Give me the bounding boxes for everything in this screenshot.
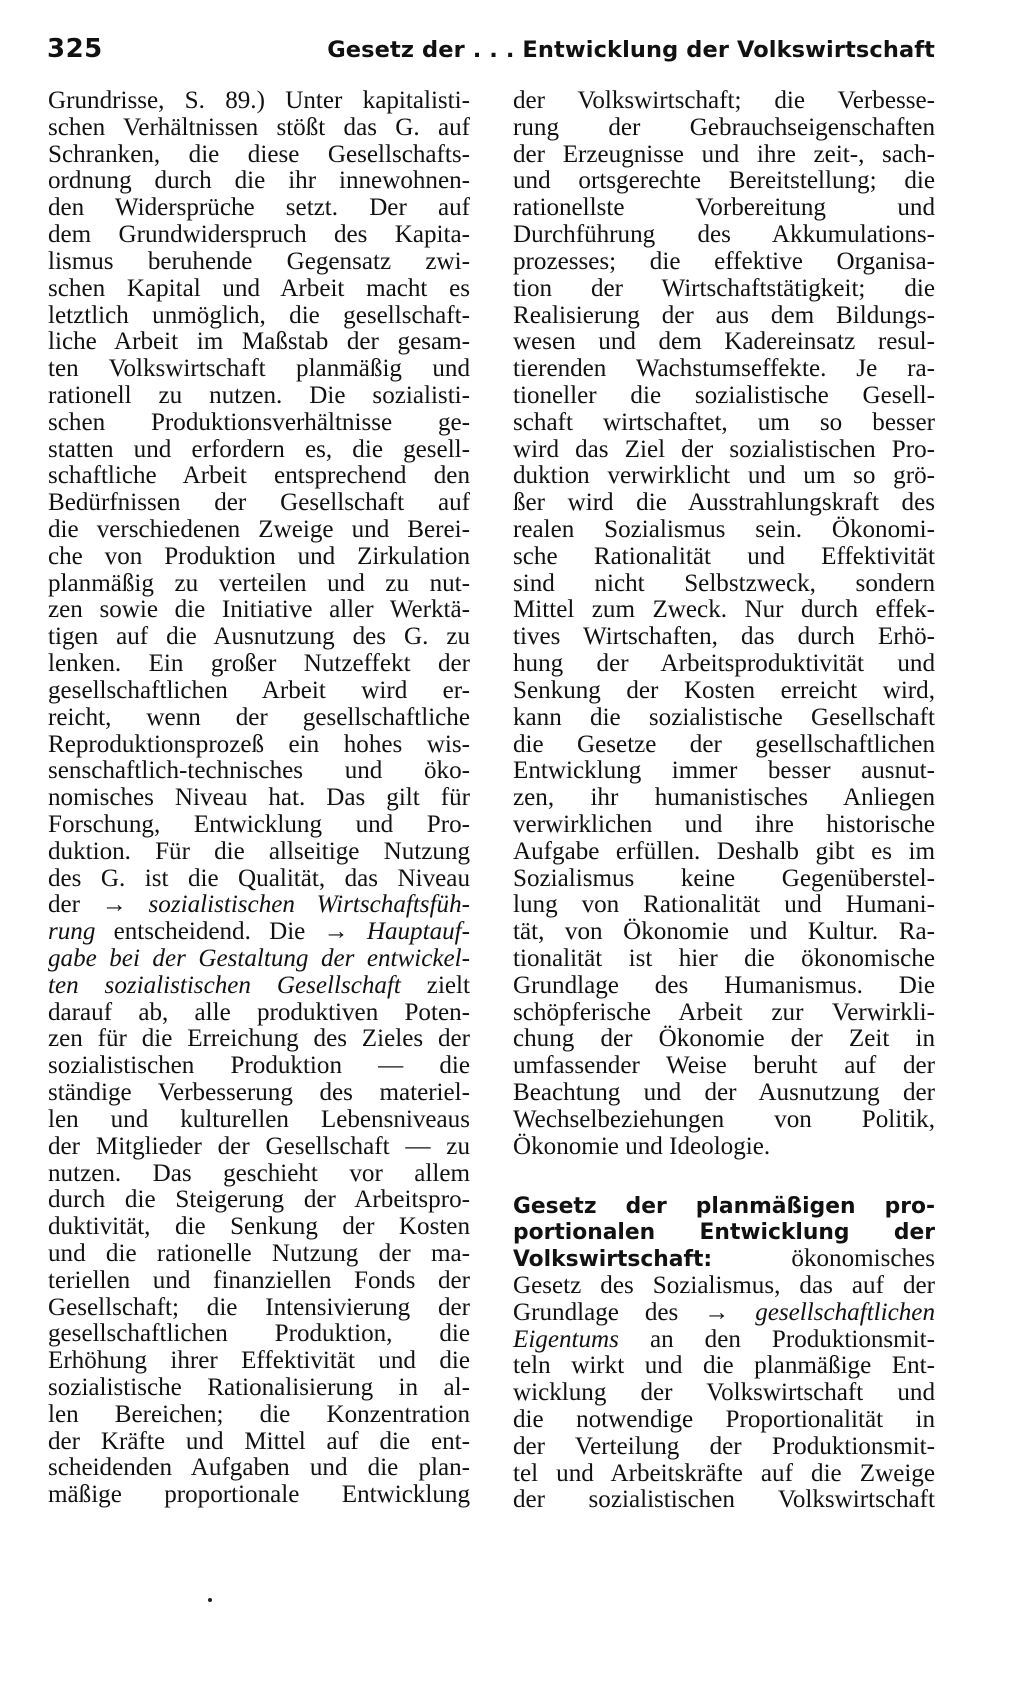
- text-line: [513, 624, 935, 651]
- text-line: [513, 892, 935, 919]
- page-header: [47, 34, 935, 74]
- text-line: [48, 517, 470, 544]
- text-run: ßer wird die Ausstrahlungskraft des: [513, 489, 935, 517]
- text-run: und die rationelle Nutzung der ma-: [48, 1239, 470, 1267]
- text-run: schaftliche Arbeit entsprechend den: [48, 462, 470, 490]
- text-run: nutzen. Das geschieht vor allem: [48, 1159, 470, 1187]
- text-line: [513, 812, 935, 839]
- text-run: Sozialismus keine Gegenüberstel-: [513, 864, 935, 892]
- text-line: [513, 946, 935, 973]
- text-line: [513, 222, 935, 249]
- text-run: mäßige proportionale Entwicklung: [48, 1481, 470, 1509]
- text-line: [513, 1353, 935, 1380]
- text-line: [48, 1348, 470, 1375]
- text-line: [48, 1214, 470, 1241]
- text-run: nomisches Niveau hat. Das gilt für: [48, 784, 470, 812]
- text-line: [513, 866, 935, 893]
- text-run: der Kräfte und Mittel auf die ent-: [48, 1427, 470, 1455]
- text-line: [513, 437, 935, 464]
- text-line: [48, 88, 470, 115]
- text-run: teln wirkt und die planmäßige Ent-: [513, 1352, 935, 1380]
- text-run: tion der Wirtschaftstätigkeit; die: [513, 274, 935, 302]
- text-line: [48, 1455, 470, 1482]
- text-line: [48, 973, 470, 1000]
- text-run: ständige Verbesserung des materiel-: [48, 1079, 470, 1107]
- text-run: wicklung der Volkswirtschaft und: [513, 1379, 935, 1407]
- entry-headword: portionalen Entwicklung der: [513, 1220, 935, 1246]
- text-line: [48, 303, 470, 330]
- text-line: [48, 1375, 470, 1402]
- text-line: [513, 1327, 935, 1354]
- text-run: der Erzeugnisse und ihre zeit-, sach-: [513, 140, 935, 168]
- text-run: senschaftlich-technisches und öko-: [48, 757, 470, 785]
- text-line: [48, 919, 470, 946]
- text-line: [48, 1080, 470, 1107]
- text-line: [48, 624, 470, 651]
- text-line: [48, 1053, 470, 1080]
- text-run: gesellschaftlichen Produktion, die: [48, 1320, 470, 1348]
- cross-reference: Eigentums: [513, 1325, 619, 1353]
- text-line: [513, 88, 935, 115]
- text-run: planmäßig zu verteilen und zu nut-: [48, 569, 470, 597]
- text-line: [48, 758, 470, 785]
- text-line: [513, 517, 935, 544]
- text-run: sozialistischen Produktion — die: [48, 1052, 470, 1080]
- text-run: teriellen und finanziellen Fonds der: [48, 1266, 470, 1294]
- text-run: tel und Arbeitskräfte auf die Zweige: [513, 1459, 935, 1487]
- text-line: [513, 973, 935, 1000]
- text-line: [48, 410, 470, 437]
- text-run: zielt: [400, 971, 471, 999]
- text-run: sozialistische Rationalisierung in al-: [48, 1374, 470, 1401]
- text-line: [48, 1187, 470, 1214]
- text-line: [48, 946, 470, 973]
- text-run: Schranken, die diese Gesellschafts-: [48, 140, 470, 168]
- text-line: [513, 544, 935, 571]
- text-line: [48, 544, 470, 571]
- text-run: die verschiedenen Zweige und Berei-: [48, 516, 470, 543]
- text-run: tioneller die sozialistische Gesell-: [513, 381, 935, 409]
- paragraph-gap: [513, 1161, 935, 1193]
- text-line: [48, 383, 470, 410]
- cross-reference: sozialistischen Wirtschaftsfüh-: [148, 891, 470, 919]
- text-line: [48, 356, 470, 383]
- text-run: lung von Rationalität und Humani-: [513, 891, 935, 919]
- text-run: Wechselbeziehungen von Politik,: [513, 1105, 935, 1133]
- text-run: kann die sozialistische Gesellschaft: [513, 703, 935, 731]
- text-line: [513, 1487, 935, 1514]
- text-run: umfassender Weise beruht auf der: [513, 1052, 935, 1080]
- text-line: [513, 142, 935, 169]
- text-run: hung der Arbeitsproduktivität und: [513, 650, 935, 678]
- text-run: schöpferische Arbeit zur Verwirkli-: [513, 998, 935, 1026]
- text-line: [513, 758, 935, 785]
- text-run: tives Wirtschaften, das durch Erhö-: [513, 623, 935, 651]
- entry-headword: Gesetz der planmäßigen pro-: [513, 1193, 935, 1219]
- text-run: sind nicht Selbstzweck, sondern: [513, 569, 935, 597]
- text-line: [513, 1107, 935, 1134]
- text-line: [48, 1429, 470, 1456]
- text-line: [513, 678, 935, 705]
- text-line: [513, 1273, 935, 1300]
- text-line: [48, 1000, 470, 1027]
- text-run: che von Produktion und Zirkulation: [48, 542, 470, 570]
- text-run: Grundlage des Humanismus. Die: [513, 971, 935, 999]
- text-run: Entwicklung immer besser ausnut-: [513, 757, 935, 785]
- text-line: [513, 785, 935, 812]
- text-line: [513, 1380, 935, 1407]
- text-line: [48, 651, 470, 678]
- text-line: [513, 1000, 935, 1027]
- text-run: des G. ist die Qualität, das Niveau: [48, 864, 470, 892]
- text-run: len Bereichen; die Konzentration: [48, 1400, 470, 1428]
- text-run: zen für die Erreichung des Zieles der: [48, 1025, 470, 1053]
- text-line: [513, 1053, 935, 1080]
- text-run: schen Kapital und Arbeit macht es: [48, 274, 470, 302]
- text-run: duktion verwirklicht und um so grö-: [513, 462, 935, 490]
- text-run: darauf ab, alle produktiven Poten-: [48, 998, 470, 1026]
- text-line: [513, 1434, 935, 1461]
- text-run: rationellste Vorbereitung und: [513, 194, 935, 222]
- text-line: [48, 1268, 470, 1295]
- text-line: [48, 785, 470, 812]
- text-line: [513, 1134, 935, 1161]
- text-run: verwirklichen und ihre historische: [513, 810, 935, 838]
- text-run: Gesetz des Sozialismus, das auf der: [513, 1271, 935, 1299]
- text-line: [48, 490, 470, 517]
- text-run: chung der Ökonomie der Zeit in: [513, 1025, 935, 1053]
- text-run: Ökonomie und Ideologie.: [513, 1132, 771, 1160]
- text-run: len und kulturellen Lebensniveaus: [48, 1105, 470, 1133]
- text-line: [513, 410, 935, 437]
- text-run: realen Sozialismus sein. Ökonomi-: [513, 516, 935, 543]
- text-run: die Gesetze der gesellschaftlichen: [513, 730, 935, 758]
- text-line: [513, 1080, 935, 1107]
- text-line: [513, 1407, 935, 1434]
- text-line: [513, 571, 935, 598]
- text-line: [513, 463, 935, 490]
- text-run: duktion. Für die allseitige Nutzung: [48, 837, 470, 865]
- text-run: Realisierung der aus dem Bildungs-: [513, 301, 935, 329]
- text-run: lismus beruhende Gegensatz zwi-: [48, 247, 470, 275]
- text-run: ökonomisches: [712, 1245, 935, 1273]
- text-line: [48, 1321, 470, 1348]
- text-run: tierenden Wachstumseffekte. Je ra-: [513, 355, 935, 383]
- text-line: [513, 919, 935, 946]
- text-line: [48, 571, 470, 598]
- text-line: [513, 732, 935, 759]
- text-line: [513, 356, 935, 383]
- text-run: ten Volkswirtschaft planmäßig und: [48, 355, 470, 383]
- text-run: statten und erfordern es, die gesell-: [48, 435, 470, 463]
- text-run: lenken. Ein großer Nutzeffekt der: [48, 650, 470, 678]
- text-run: Erhöhung ihrer Effektivität und die: [48, 1347, 470, 1375]
- text-run: die notwendige Proportionalität in: [513, 1406, 935, 1433]
- text-line: [513, 651, 935, 678]
- text-run: durch die Steigerung der Arbeitspro-: [48, 1186, 470, 1214]
- text-line: [513, 1026, 935, 1053]
- left-text-column: [48, 88, 470, 1509]
- text-run: Durchführung des Akkumulations-: [513, 221, 935, 249]
- text-run: schaft wirtschaftet, um so besser: [513, 408, 935, 436]
- right-text-column: [513, 88, 935, 1514]
- text-line: [48, 249, 470, 276]
- text-line: [48, 168, 470, 195]
- text-run: entscheidend. Die →: [95, 918, 367, 946]
- text-run: tigen auf die Ausnutzung des G. zu: [48, 623, 470, 651]
- text-run: rationell zu nutzen. Die sozialisti-: [48, 381, 470, 409]
- text-run: wesen und dem Kadereinsatz resul-: [513, 328, 935, 356]
- text-line: [48, 1482, 470, 1509]
- text-line: [513, 1246, 935, 1273]
- text-line: [48, 142, 470, 169]
- text-run: dem Grundwiderspruch des Kapita-: [48, 221, 470, 249]
- text-line: [48, 1134, 470, 1161]
- text-run: zen sowie die Initiative aller Werktä-: [48, 596, 470, 624]
- text-run: Grundrisse, S. 89.) Unter kapitalisti-: [48, 87, 470, 114]
- text-line: [513, 276, 935, 303]
- text-run: liche Arbeit im Maßstab der gesam-: [48, 328, 470, 356]
- text-run: den Widersprüche setzt. Der auf: [48, 194, 470, 222]
- text-line: [48, 1241, 470, 1268]
- text-run: der sozialistischen Volkswirtschaft: [513, 1486, 935, 1514]
- text-run: scheidenden Aufgaben und die plan-: [48, 1454, 470, 1482]
- text-line: [513, 115, 935, 142]
- text-run: Mittel zum Zweck. Nur durch effek-: [513, 596, 935, 624]
- text-line: [48, 437, 470, 464]
- text-run: tät, von Ökonomie und Kultur. Ra-: [513, 918, 935, 946]
- text-run: Aufgabe erfüllen. Deshalb gibt es im: [513, 837, 935, 865]
- text-run: an den Produktionsmit-: [618, 1325, 935, 1353]
- cross-reference: Hauptauf-: [366, 918, 470, 946]
- text-line: [48, 678, 470, 705]
- text-run: rung der Gebrauchseigenschaften: [513, 113, 935, 141]
- text-line: [48, 1161, 470, 1188]
- text-run: Bedürfnissen der Gesellschaft auf: [48, 489, 470, 517]
- text-line: [48, 1026, 470, 1053]
- text-run: gesellschaftlichen Arbeit wird er-: [48, 676, 470, 704]
- cross-reference: rung: [48, 918, 96, 946]
- text-run: der Volkswirtschaft; die Verbesse-: [513, 87, 935, 114]
- text-line: [513, 597, 935, 624]
- cross-reference: gabe bei der Gestaltung der entwickel-: [48, 945, 470, 972]
- text-line: [48, 866, 470, 893]
- page-number: 325: [47, 34, 103, 64]
- text-run: tionalität ist hier die ökonomische: [513, 945, 935, 972]
- text-run: zen, ihr humanistisches Anliegen: [513, 784, 935, 812]
- text-run: der →: [48, 891, 149, 919]
- text-line: [513, 329, 935, 356]
- text-line: [513, 195, 935, 222]
- text-line: [48, 115, 470, 142]
- text-line: [48, 463, 470, 490]
- text-run: Reproduktionsprozeß ein hohes wis-: [48, 730, 470, 758]
- text-line: [513, 1193, 935, 1220]
- text-line: [48, 329, 470, 356]
- text-line: [513, 705, 935, 732]
- entry-headword: Volkswirtschaft:: [513, 1247, 713, 1273]
- text-line: [48, 1107, 470, 1134]
- text-run: Gesellschaft; die Intensivierung der: [48, 1293, 470, 1321]
- text-line: [513, 303, 935, 330]
- text-run: Grundlage des →: [513, 1298, 756, 1326]
- text-line: [513, 490, 935, 517]
- print-speck: [208, 1598, 212, 1602]
- text-run: prozesses; die effektive Organisa-: [513, 247, 935, 275]
- text-line: [48, 276, 470, 303]
- text-line: [48, 732, 470, 759]
- text-line: [48, 597, 470, 624]
- text-line: [513, 1461, 935, 1488]
- text-line: [48, 705, 470, 732]
- text-line: [48, 812, 470, 839]
- text-run: der Verteilung der Produktionsmit-: [513, 1432, 935, 1460]
- cross-reference: ten sozialistischen Gesellschaft: [48, 971, 401, 999]
- text-line: [48, 839, 470, 866]
- text-run: letztlich unmöglich, die gesellschaft-: [48, 301, 470, 329]
- text-run: sche Rationalität und Effektivität: [513, 542, 935, 570]
- text-run: und ortsgerechte Bereitstellung; die: [513, 167, 935, 195]
- text-line: [48, 892, 470, 919]
- text-run: Senkung der Kosten erreicht wird,: [513, 676, 935, 704]
- text-run: der Mitglieder der Gesellschaft — zu: [48, 1132, 470, 1160]
- text-line: [513, 383, 935, 410]
- text-run: wird das Ziel der sozialistischen Pro-: [513, 435, 935, 463]
- text-run: Beachtung und der Ausnutzung der: [513, 1079, 935, 1107]
- text-run: reicht, wenn der gesellschaftliche: [48, 703, 470, 731]
- text-line: [48, 195, 470, 222]
- text-line: [513, 168, 935, 195]
- text-run: schen Produktionsverhältnisse ge-: [48, 408, 470, 436]
- text-line: [48, 222, 470, 249]
- text-run: schen Verhältnissen stößt das G. auf: [48, 113, 470, 141]
- text-line: [513, 1300, 935, 1327]
- text-run: Forschung, Entwicklung und Pro-: [48, 810, 470, 838]
- text-line: [513, 839, 935, 866]
- text-line: [513, 1219, 935, 1246]
- text-line: [513, 249, 935, 276]
- running-head: Gesetz der . . . Entwicklung der Volkswirtschaft: [327, 37, 935, 63]
- text-run: duktivität, die Senkung der Kosten: [48, 1213, 470, 1241]
- text-line: [48, 1295, 470, 1322]
- text-line: [48, 1402, 470, 1429]
- cross-reference: gesellschaftlichen: [755, 1298, 935, 1326]
- text-run: ordnung durch die ihr innewohnen-: [48, 167, 470, 195]
